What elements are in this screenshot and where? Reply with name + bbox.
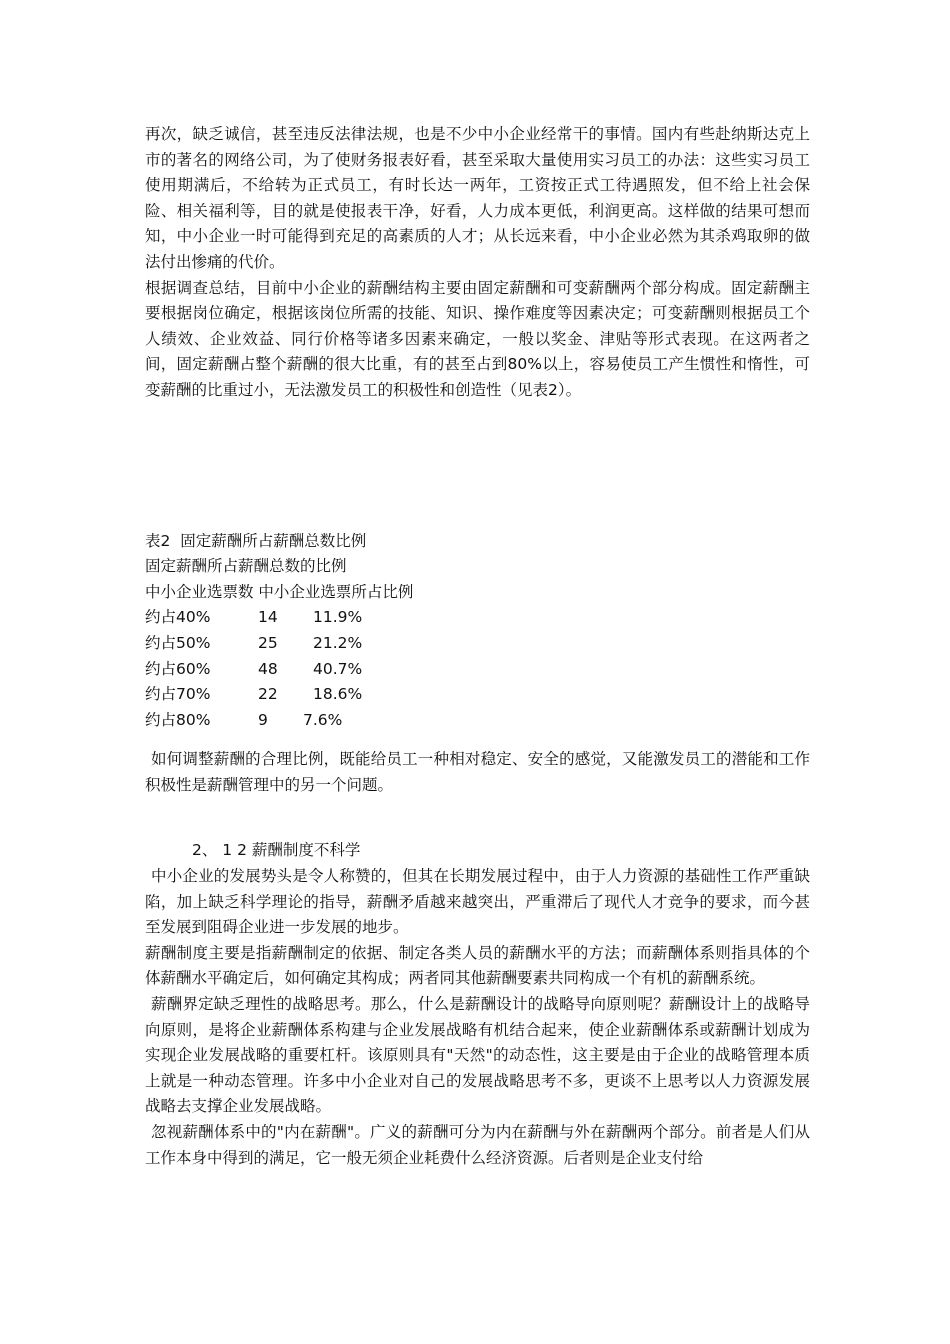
row-share: 21.2% (313, 633, 363, 652)
document-page (145, 122, 810, 1171)
paragraph-salary-structure: 根据调查总结，目前中小企业的薪酬结构主要由固定薪酬和可变薪酬两个部分构成。固定薪酬主要根据岗位确定，根据该岗位所需的技能、知识、操作难度等因素决定；可变薪酬则根据员工个人绩效、企业效益、同行价格等诸多因素来确定，一般以奖金、津贴等形式表现。在这两者之间，固定薪酬占整个薪酬的很大比重，有的甚至占到80%以上，容易使员工产生惯性和惰性，可变薪酬的比重过小，无法激发员工的积极性和创造性（见表2）。 (145, 278, 810, 399)
row-share: 7.6% (303, 710, 343, 729)
row-votes: 9 (258, 710, 268, 729)
row-share: 18.6% (313, 685, 363, 704)
row-votes: 48 (258, 659, 278, 678)
spacer (145, 404, 810, 529)
paragraph-system-definition: 薪酬制度主要是指薪酬制定的依据、制定各类人员的薪酬水平的方法；而薪酬体系则指具体的个体薪酬水平确定后，如何确定其构成；两者同其他薪酬要素共同构成一个有机的薪酬系统。 (145, 943, 810, 988)
row-label: 约占80% (145, 710, 211, 729)
row-votes: 22 (258, 685, 278, 704)
table-subcaption: 固定薪酬所占薪酬总数的比例 (145, 557, 347, 576)
table-2 (145, 529, 810, 734)
row-label: 约占70% (145, 685, 211, 704)
table-row (145, 631, 810, 657)
section-heading: 2、 1 2 薪酬制度不科学 (192, 841, 361, 860)
row-label: 约占60% (145, 659, 211, 678)
paragraph-ratio-question: 如何调整薪酬的合理比例，既能给员工一种相对稳定、安全的感觉，又能激发员工的潜能和工作积极性是薪酬管理中的另一个问题。 (145, 750, 810, 794)
paragraph-development: 中小企业的发展势头是令人称赞的，但其在长期发展过程中，由于人力资源的基础性工作严重缺陷，加上缺乏科学理论的指导，薪酬矛盾越来越突出，严重滞后了现代人才竞争的要求，而今甚至发展到阻碍企业进一步发展的地步。 (145, 867, 810, 937)
spacer (145, 733, 810, 747)
row-votes: 14 (258, 608, 278, 627)
table-row (145, 605, 810, 631)
row-share: 40.7% (313, 659, 363, 678)
paragraph-intrinsic-pay: 忽视薪酬体系中的"内在薪酬"。广义的薪酬可分为内在薪酬与外在薪酬两个部分。前者是人们从工作本身中得到的满足，它一般无须企业耗费什么经济资源。后者则是企业支付给 (145, 1123, 810, 1167)
table-row (145, 682, 810, 708)
paragraph-integrity: 再次，缺乏诚信，甚至违反法律法规，也是不少中小企业经常干的事情。国内有些赴纳斯达克上市的著名的网络公司，为了使财务报表好看，甚至采取大量使用实习员工的办法：这些实习员工使用期满后，不给转为正式员工，有时长达一两年，工资按正式工待遇照发，但不给上社会保险、相关福利等，目的就是使报表干净，好看，人力成本更低，利润更高。这样做的结果可想而知，中小企业一时可能得到充足的高素质的人才；从长远来看，中小企业必然为其杀鸡取卵的做法付出惨痛的代价。 (145, 125, 810, 271)
table-header: 中小企业选票数 中小企业选票所占比例 (145, 582, 414, 601)
row-label: 约占40% (145, 608, 211, 627)
spacer (145, 798, 810, 838)
table-row (145, 657, 810, 683)
paragraph-strategy: 薪酬界定缺乏理性的战略思考。那么，什么是薪酬设计的战略导向原则呢？薪酬设计上的战略导向原则，是将企业薪酬体系构建与企业发展战略有机结合起来，使企业薪酬体系或薪酬计划成为实现企业发展战略的重要杠杆。该原则具有"天然"的动态性，这主要是由于企业的战略管理本质上就是一种动态管理。许多中小企业对自己的发展战略思考不多，更谈不上思考以人力资源发展战略去支撑企业发展战略。 (145, 995, 810, 1116)
table-caption: 表2 固定薪酬所占薪酬总数比例 (145, 531, 367, 550)
row-label: 约占50% (145, 633, 211, 652)
row-share: 11.9% (313, 608, 363, 627)
table-row (145, 708, 810, 734)
row-votes: 25 (258, 633, 278, 652)
